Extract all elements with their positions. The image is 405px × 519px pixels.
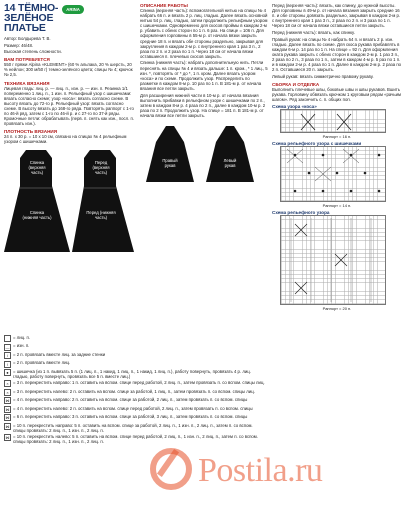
left-sleeve-label: Левый рукав [223,157,237,168]
front-top-text: Перед (верхняя часть): вязать, как спинку, до нужной высоты. Для горловины в 49-м р. от начала вязания закрыть средние 16 п. и обе стороны довязать раздельно, закрывая в каждом 2-м р. с внутреннего края 1 раз 3 п., 2 раза по 2 п. и 3 раза по 1 п. Через 18 см от начала вязки оставшиеся петли закрыть. [272,3,401,29]
sleeve-schematics [140,124,268,184]
back-bottom-label: Спинка (нижняя часть) [22,209,52,220]
front-bottom-text: Перед (нижняя часть): вязать, как спинку. [272,29,355,35]
author: Автор: Болдырева Т. В. [4,36,51,41]
left-column [4,3,136,254]
legend-item [4,369,266,379]
sleeve-svg [140,124,268,184]
legend-text: = 4 п. перекрестить налево: 2 п. оставить на вспом. спице перед работой, 2 лиц. п., затем провязать п. со вспом. спицы [13,405,253,411]
relief-rapport: Раппорт = 20 п. [322,306,352,312]
legend-list [4,335,266,444]
description-heading: ОПИСАНИЕ РАБОТЫ [140,3,188,8]
back-bottom-text: Спинка (нижняя часть): набрать дополнительную нить. Петли переснять на спицы № 4 и вязать дальше: 1 п. кром., * 1 лиц., 5 изн. *, повторять от * до *, 1 п. кром. Далее вязать узором «коса» и по схеме. Продолжить узор. Распределить по разметке в каждом 8-м р. 10 раз по 1 п. В 181-м р. от начала вязания все петли закрыть. [140,60,268,91]
legend-item [4,343,266,350]
right-column [272,3,402,311]
widening-text: Для расширения нижней части в 10-м р. от начала вязания выполнить прибавки в рельефном узоре с шишечками по 2 п., затем в каждом 8-м р. 4 раза по 2 п., далее в каждом 10-м р. 2 раза по 2 п. Продолжить узор. На спице = 181 п. В 181-м р. от начала вязки все петли закрыть. [140,92,266,118]
right-sleeve-label: Правый рукав [162,157,178,168]
legend-symbol-icon: \ [4,361,11,368]
assembly-heading: СБОРКА И ОТДЕЛКА [272,81,320,87]
left-sleeve-shape [206,126,254,182]
symbol-legend [4,335,266,445]
watermark: Postila.ru [198,452,323,489]
legend-text: = 3 п. перекрестить направо: 1 п. оставить на вспом. спице перед работой, 2 лиц. п., затем провязать п. со вспом. спицы лиц. [13,380,265,386]
legend-symbol-icon: ⋈ [5,423,10,429]
bobble-chart-marks [281,147,385,201]
legend-text: = 4 п. перекрестить направо: 2 п. оставить на вспом. спице за работой, 2 лиц. п., затем провязать п. со вспом. спицы [13,397,248,403]
legend-text: = изн. п. [13,343,30,349]
bobble-rapport: Раппорт = 14 п. [322,203,352,209]
legend-item [4,352,266,359]
legend-text: = 10 п. перекрестить налево: 5 п. оставить на вспом. спице перед работой, 2 лиц. п., 1 изн. п., 2 лиц. п., затем п. со вспом. спицы провязать: 2 лиц. п., 1 изн. п., 2 лиц. п. [13,433,258,444]
legend-text: = 10 п. перекрестить направо: 5 п. оставить на вспом. спице за работой, 2 лиц. п., 1 изн. п., 2 лиц. п., затем п. со вспом. спицы провязать: 2 лиц. п., 1 изн. п., 2 лиц. п. [13,422,253,433]
legend-symbol-icon [4,335,11,342]
legend-symbol-icon: ⋈ [5,398,10,404]
legend-item [4,414,266,421]
size: Размер: 46/48. [4,42,34,48]
left-sleeve-text: Левый рукав: вязать симметрично правому рукаву. [272,73,374,79]
legend-item [4,397,266,404]
back-top-text: Спинка (верхняя часть): вспомогательной нитью на спицы № 4 набрать 66 п. и вязать 2 р. лиц. гладью. Далее вязать основной нитью 54 р. лиц. гладью, затем продолжить рельефным узором с шишечками. Одновременно для скосов проймы в каждом 2-м р. убавить с обеих сторон по 1 п. 6 раз. На спице = 106 п. Для оформления горловины в 55-м р. от начала вязки закрыть средние 18 п. и вязать обе стороны раздельно, закрывая для закругления в каждом 2-м р. с внутреннего края 1 раз 3 п., 2 раза по 2 п. и 2 раза по 1 п. Через 18 см от начала вязки оставшиеся п. плечевых скосов закрыть. [140,8,268,59]
relief-chart [280,215,386,305]
assembly-text: Выполнить плечевые швы, боковые швы и швы рукавов. Вшить рукава. Горловину обвязать крючком 1 круговым рядом «рачьим шагом». Ряд закончить с. п. общих поп. [272,86,402,102]
legend-symbol-icon: × [4,389,11,396]
dress-schematics [4,148,136,254]
legend-item [4,335,266,342]
legend-text: = шишечка (из 1 п. вывязать 5 п. (1 лиц. п., 1 накид, 1 лиц. п., 1 накид, 1 лиц. п.), работу повернуть, провязать 4 р. лиц. гладью, работу повернуть, провязать все 5 п. вместе лиц.) [13,368,251,379]
legend-symbol-icon: × [4,380,11,387]
cable-chart-marks [281,110,385,132]
bobble-chart-title: Схема рельефного узора с шишечками [272,141,362,147]
right-sleeve-text: Правый рукав: на спицы № 4 набрать 64 п. и вязать 2 р. изн. гладью. Далее вязать по схеме. Для скоса рукава прибавлять в каждом 6-м р. 14 раз по 1 п. На спице = 92 п. Для оформления оката рукава закрыть с обеих сторон в каждом 2-м р. 1 раз 3 п., 2 раза по 2 п., 3 раза по 1 п., затем в каждом 4-м р. 5 раз по 1 п. и в каждом 2-м р. 4 раза по 1 п. Далее в каждом 2-м р. 2 раза по 2 п. Оставшиеся 20 п. закрыть. [272,36,402,73]
brand-logo: ARINA [62,5,84,14]
page-title: 14 ТЁМНО- ЗЕЛЁНОЕ ПЛАТЬЕ [4,2,59,34]
legend-symbol-icon: / [4,352,11,359]
legend-item [4,389,266,396]
legend-text: = 2 п. провязать вместе лиц. за задние стенки [13,351,106,357]
cable-chart [280,109,386,133]
legend-text: = 6 п. перекрестить направо: 3 п. оставить на вспом. спице за работой, 3 лиц. п., затем провязать п. со вспом. спицы [13,414,248,420]
legend-symbol-icon: ● [4,369,11,376]
bobble-chart [280,146,386,202]
legend-text: = 3 п. перекрестить налево: 2 п. оставить на вспом. спице за работой, 1 лиц. п., затем провязать п. со вспом. спицы лиц. [13,388,255,394]
front-top-label: Перед (верхняя часть) [92,159,110,175]
legend-symbol-icon: — [5,344,10,350]
relief-chart-marks [281,216,385,304]
legend-text: = 2 п. провязать вместе лиц. [13,360,71,366]
legend-item [4,423,266,433]
relief-chart-title: Схема рельефного узора [272,210,330,216]
legend-text: = лиц. п. [13,335,30,340]
legend-item [4,434,266,444]
materials-text: 550 г пряжи Alpina «KLEMENT» (60 % альпака, 20 % шерсть, 20 % нейлон; 300 м/50 г) темно-зелёного цвета; спицы № 4; крючок № 2,5. [4,62,133,78]
technique-heading: ТЕХНИКА ВЯЗАНИЯ [4,80,50,86]
cable-chart-title: Схема узора «коса» [272,104,317,110]
legend-item [4,406,266,413]
right-sleeve-shape [146,126,194,182]
front-bottom-label: Перед (нижняя часть) [86,209,116,220]
density-text: 24 п. x 30 р. = 10 x 10 см, связано на спицах № 4 рельефным узором с шишечками. [4,134,127,145]
title-block [4,3,136,33]
watermark-logo-icon [150,448,192,490]
difficulty: Высокая степень сложности. [4,49,62,55]
cable-rapport: Раппорт = 16 п. [322,134,352,140]
legend-symbol-icon: ⋈ [5,415,10,421]
legend-item [4,380,266,387]
legend-symbol-icon: ⋈ [5,406,10,412]
legend-item [4,360,266,367]
middle-column [140,3,268,184]
materials-heading: ВАМ ПОТРЕБУЕТСЯ [4,57,50,63]
back-top-label: Спинка (верхняя часть) [28,159,46,175]
density-heading: ПЛОТНОСТЬ ВЯЗАНИЯ [4,129,58,135]
legend-symbol-icon: ⋈ [5,435,10,441]
technique-text: Лицевая гладь: лиц. р. — лиц. п., изн. р. — изн. п. Резинка 1/1 попеременно 1 лиц. п., 1 изн. п. Рельефный узор с шишечками: вязать согласно схеме; узор «коса»: вязать согласно схеме. В высоту вязать до 72-го р. Рельефный узор: вязать согласно схеме. В высоту вязать до 168-го ряда. Повторять раппорт с 1-го по 46-й ряд, затем с 1-го по 46-й р. и с 27-го по 37-й ряды. Кромочные петли: обрабатывать (перв. п. снять как изн., посл. п. провязать изн.). [4,85,135,127]
